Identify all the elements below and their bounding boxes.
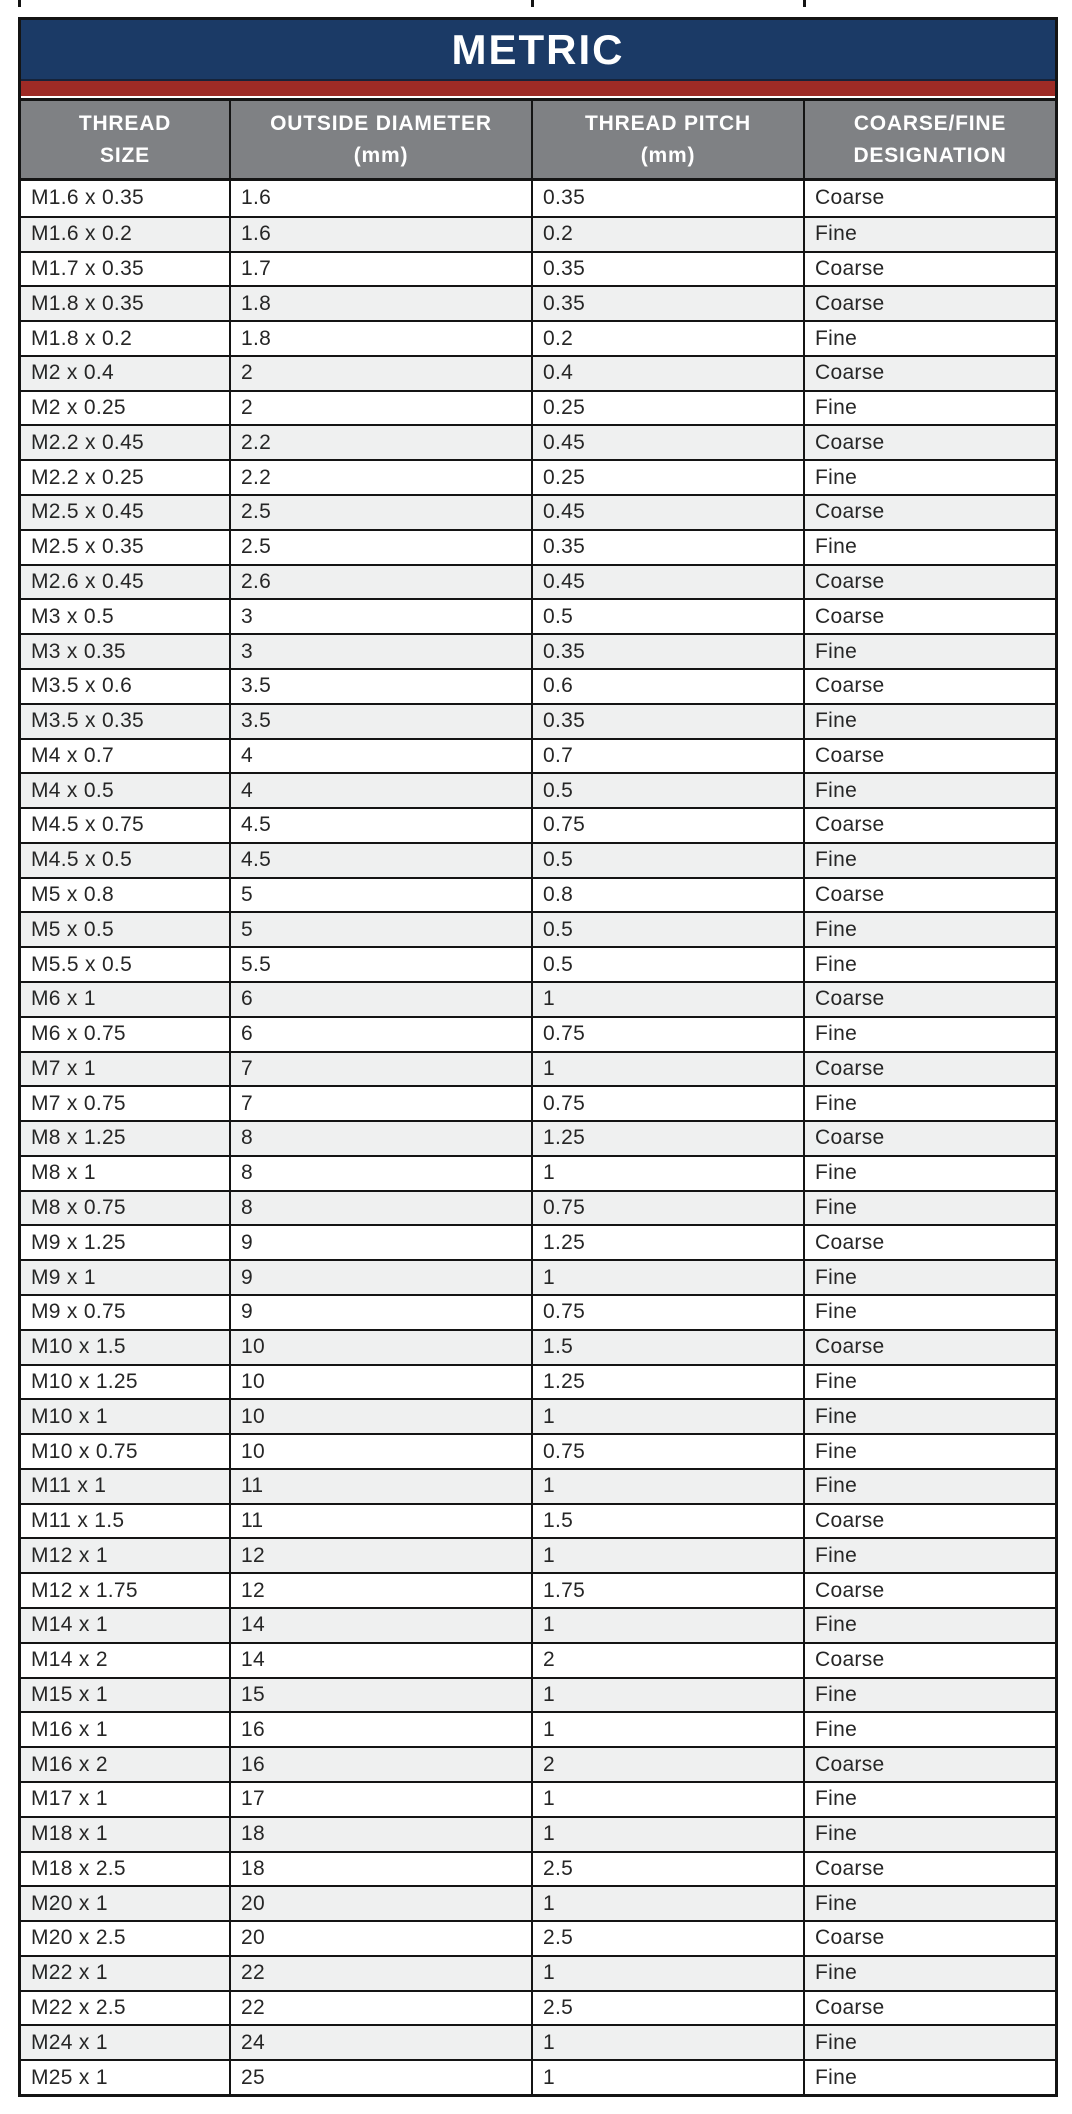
thread-size-cell: M1.7 x 0.35: [31, 256, 145, 280]
designation-cell: Coarse: [803, 1853, 1055, 1886]
thread-size-cell: M12 x 1: [31, 1543, 108, 1567]
outside-diameter-cell: 2.6: [229, 566, 531, 599]
outside-diameter-cell: 10: [229, 1435, 531, 1468]
designation-cell: Coarse: [803, 566, 1055, 599]
outside-diameter-cell: 4.5: [229, 844, 531, 877]
outside-diameter-cell: 12: [229, 1574, 531, 1607]
outside-diameter-cell: 22: [229, 1957, 531, 1990]
thread-pitch-cell: 0.45: [531, 566, 803, 599]
header-coarse-fine-designation: [803, 101, 1055, 178]
outside-diameter-cell: 10: [229, 1366, 531, 1399]
thread-pitch-cell: 0.45: [531, 426, 803, 459]
designation-cell: Coarse: [803, 983, 1055, 1016]
thread-size-cell: M17 x 1: [31, 1787, 108, 1811]
thread-size-cell: M4 x 0.7: [31, 743, 114, 767]
thread-size-cell: M14 x 2: [31, 1648, 108, 1672]
thread-size-cell: M20 x 1: [31, 1891, 108, 1915]
thread-pitch-cell: 0.25: [531, 392, 803, 425]
outside-diameter-cell: 10: [229, 1331, 531, 1364]
thread-pitch-cell: 1: [531, 1157, 803, 1190]
thread-size-cell: M16 x 1: [31, 1717, 108, 1741]
thread-pitch-cell: 1: [531, 983, 803, 1016]
thread-size-cell: M1.6 x 0.2: [31, 222, 133, 246]
designation-cell: Fine: [803, 1296, 1055, 1329]
outside-diameter-cell: 9: [229, 1296, 531, 1329]
thread-size-cell: M10 x 1.5: [31, 1335, 126, 1359]
table-title-banner: [21, 20, 1055, 81]
table-row: [21, 1468, 1055, 1503]
table-row: [21, 529, 1055, 564]
outside-diameter-cell: 9: [229, 1226, 531, 1259]
thread-pitch-cell: 1.25: [531, 1366, 803, 1399]
designation-cell: Fine: [803, 1713, 1055, 1746]
table-row: [21, 1851, 1055, 1886]
designation-cell: Coarse: [803, 253, 1055, 286]
outside-diameter-cell: 2: [229, 392, 531, 425]
thread-pitch-cell: 0.2: [531, 322, 803, 355]
thread-pitch-cell: 1: [531, 1783, 803, 1816]
thread-size-cell: M12 x 1.75: [31, 1578, 138, 1602]
table-row: [21, 1364, 1055, 1399]
outside-diameter-cell: 25: [229, 2061, 531, 2094]
thread-size-cell: M3 x 0.5: [31, 604, 114, 628]
designation-cell: Fine: [803, 1018, 1055, 1051]
thread-pitch-cell: 1: [531, 1609, 803, 1642]
designation-cell: Fine: [803, 2026, 1055, 2059]
thread-size-cell: M8 x 1.25: [31, 1126, 126, 1150]
designation-cell: Coarse: [803, 670, 1055, 703]
table-row: [21, 1155, 1055, 1190]
outside-diameter-cell: 3.5: [229, 705, 531, 738]
thread-pitch-cell: 0.35: [531, 531, 803, 564]
designation-cell: Fine: [803, 322, 1055, 355]
outside-diameter-cell: 18: [229, 1818, 531, 1851]
thread-pitch-cell: 0.35: [531, 705, 803, 738]
header-line: (mm): [353, 143, 409, 167]
outside-diameter-cell: 3: [229, 600, 531, 633]
designation-cell: Fine: [803, 1679, 1055, 1712]
thread-pitch-cell: 0.8: [531, 879, 803, 912]
thread-pitch-cell: 1.5: [531, 1505, 803, 1538]
table-row: [21, 1537, 1055, 1572]
designation-cell: Coarse: [803, 1748, 1055, 1781]
thread-pitch-cell: 1.5: [531, 1331, 803, 1364]
outside-diameter-cell: 12: [229, 1539, 531, 1572]
table-row: [21, 1016, 1055, 1051]
designation-cell: Coarse: [803, 809, 1055, 842]
table-row: [21, 703, 1055, 738]
thread-pitch-cell: 0.5: [531, 774, 803, 807]
designation-cell: Fine: [803, 2061, 1055, 2094]
table-row: [21, 668, 1055, 703]
header-line: (mm): [640, 143, 696, 167]
outside-diameter-cell: 4: [229, 774, 531, 807]
outside-diameter-cell: 3.5: [229, 670, 531, 703]
thread-pitch-cell: 0.45: [531, 496, 803, 529]
thread-pitch-cell: 1: [531, 1818, 803, 1851]
designation-cell: Coarse: [803, 600, 1055, 633]
designation-cell: Fine: [803, 1887, 1055, 1920]
header-line: DESIGNATION: [853, 143, 1007, 167]
outside-diameter-cell: 2.2: [229, 461, 531, 494]
thread-size-cell: M20 x 2.5: [31, 1926, 126, 1950]
designation-cell: Fine: [803, 1087, 1055, 1120]
thread-size-cell: M18 x 1: [31, 1822, 108, 1846]
thread-size-cell: M2.5 x 0.35: [31, 535, 145, 559]
designation-cell: Coarse: [803, 1992, 1055, 2025]
thread-pitch-cell: 0.6: [531, 670, 803, 703]
thread-pitch-cell: 0.35: [531, 287, 803, 320]
outside-diameter-cell: 8: [229, 1192, 531, 1225]
red-accent-bar: [21, 81, 1055, 98]
outside-diameter-cell: 2.5: [229, 531, 531, 564]
table-row: [21, 424, 1055, 459]
table-row: [21, 842, 1055, 877]
designation-cell: Fine: [803, 392, 1055, 425]
thread-pitch-cell: 1.75: [531, 1574, 803, 1607]
table-row: [21, 1224, 1055, 1259]
designation-cell: Fine: [803, 1470, 1055, 1503]
thread-pitch-cell: 2.5: [531, 1992, 803, 2025]
thread-size-cell: M6 x 0.75: [31, 1022, 126, 1046]
designation-cell: Fine: [803, 461, 1055, 494]
table-row: [21, 946, 1055, 981]
outside-diameter-cell: 1.6: [229, 181, 531, 216]
thread-pitch-cell: 0.5: [531, 913, 803, 946]
thread-pitch-cell: 0.75: [531, 1296, 803, 1329]
table-title: METRIC: [451, 25, 625, 73]
outside-diameter-cell: 8: [229, 1122, 531, 1155]
table-row: [21, 1051, 1055, 1086]
designation-cell: Coarse: [803, 1122, 1055, 1155]
table-row: [21, 1607, 1055, 1642]
thread-size-cell: M5 x 0.8: [31, 883, 114, 907]
thread-size-cell: M22 x 1: [31, 1961, 108, 1985]
thread-pitch-cell: 0.35: [531, 181, 803, 216]
table-row: [21, 1259, 1055, 1294]
thread-pitch-cell: 1: [531, 2026, 803, 2059]
thread-size-cell: M10 x 0.75: [31, 1439, 138, 1463]
thread-size-cell: M14 x 1: [31, 1613, 108, 1637]
header-line: COARSE/FINE: [853, 112, 1007, 135]
thread-size-cell: M11 x 1: [31, 1474, 107, 1498]
thread-size-cell: M7 x 0.75: [31, 1091, 126, 1115]
outside-diameter-cell: 8: [229, 1157, 531, 1190]
thread-pitch-cell: 1: [531, 1470, 803, 1503]
crop-artifact-tick: [18, 0, 21, 7]
designation-cell: Fine: [803, 705, 1055, 738]
table-row: [21, 390, 1055, 425]
table-header-row: [21, 98, 1055, 181]
table-row: [21, 1572, 1055, 1607]
thread-size-cell: M4 x 0.5: [31, 778, 114, 802]
thread-pitch-cell: 1: [531, 1053, 803, 1086]
thread-size-cell: M22 x 2.5: [31, 1996, 126, 2020]
thread-size-cell: M2.2 x 0.45: [31, 430, 145, 454]
outside-diameter-cell: 3: [229, 635, 531, 668]
thread-size-cell: M10 x 1.25: [31, 1369, 138, 1393]
outside-diameter-cell: 16: [229, 1713, 531, 1746]
table-row: [21, 564, 1055, 599]
designation-cell: Coarse: [803, 1226, 1055, 1259]
outside-diameter-cell: 5.5: [229, 948, 531, 981]
designation-cell: Fine: [803, 1192, 1055, 1225]
thread-pitch-cell: 1: [531, 1539, 803, 1572]
outside-diameter-cell: 24: [229, 2026, 531, 2059]
table-row: [21, 1746, 1055, 1781]
outside-diameter-cell: 2.5: [229, 496, 531, 529]
thread-size-cell: M8 x 0.75: [31, 1196, 126, 1220]
thread-size-cell: M16 x 2: [31, 1752, 108, 1776]
designation-cell: Fine: [803, 1261, 1055, 1294]
thread-size-cell: M1.6 x 0.35: [31, 186, 145, 210]
thread-pitch-cell: 0.7: [531, 740, 803, 773]
outside-diameter-cell: 10: [229, 1400, 531, 1433]
outside-diameter-cell: 20: [229, 1922, 531, 1955]
thread-size-cell: M1.8 x 0.2: [31, 326, 133, 350]
thread-pitch-cell: 0.75: [531, 1087, 803, 1120]
thread-size-cell: M25 x 1: [31, 2065, 108, 2089]
table-row: [21, 1433, 1055, 1468]
outside-diameter-cell: 5: [229, 879, 531, 912]
table-row: [21, 1329, 1055, 1364]
header-outside-diameter: [229, 101, 531, 178]
crop-artifact-tick: [803, 0, 806, 7]
table-row: [21, 285, 1055, 320]
table-row: [21, 355, 1055, 390]
designation-cell: Fine: [803, 1818, 1055, 1851]
table-row: [21, 877, 1055, 912]
outside-diameter-cell: 11: [229, 1470, 531, 1503]
thread-pitch-cell: 0.5: [531, 844, 803, 877]
thread-pitch-cell: 0.2: [531, 218, 803, 251]
table-row: [21, 1503, 1055, 1538]
table-row: [21, 1294, 1055, 1329]
thread-size-cell: M18 x 2.5: [31, 1856, 126, 1880]
table-row: [21, 1190, 1055, 1225]
thread-size-cell: M7 x 1: [31, 1056, 96, 1080]
header-line: SIZE: [100, 143, 150, 167]
table-row: [21, 1955, 1055, 1990]
designation-cell: Fine: [803, 218, 1055, 251]
outside-diameter-cell: 17: [229, 1783, 531, 1816]
thread-size-cell: M15 x 1: [31, 1683, 108, 1706]
thread-pitch-cell: 0.75: [531, 1192, 803, 1225]
outside-diameter-cell: 15: [229, 1679, 531, 1712]
thread-size-cell: M6 x 1: [31, 987, 96, 1011]
designation-cell: Fine: [803, 1957, 1055, 1990]
designation-cell: Coarse: [803, 181, 1055, 216]
designation-cell: Coarse: [803, 740, 1055, 773]
table-row: [21, 216, 1055, 251]
outside-diameter-cell: 1.8: [229, 287, 531, 320]
table-row: [21, 2024, 1055, 2059]
table-row: [21, 1885, 1055, 1920]
table-row: [21, 1642, 1055, 1677]
thread-size-cell: M4.5 x 0.75: [31, 813, 145, 837]
thread-pitch-cell: 0.35: [531, 253, 803, 286]
table-body: [21, 181, 1055, 2094]
thread-pitch-cell: 1: [531, 1261, 803, 1294]
thread-pitch-cell: 0.25: [531, 461, 803, 494]
outside-diameter-cell: 6: [229, 983, 531, 1016]
designation-cell: Coarse: [803, 1505, 1055, 1538]
thread-size-cell: M10 x 1: [31, 1404, 108, 1428]
thread-pitch-cell: 1: [531, 2061, 803, 2094]
thread-size-cell: M2.5 x 0.45: [31, 500, 145, 524]
thread-pitch-cell: 1: [531, 1957, 803, 1990]
outside-diameter-cell: 18: [229, 1853, 531, 1886]
designation-cell: Coarse: [803, 1053, 1055, 1086]
outside-diameter-cell: 9: [229, 1261, 531, 1294]
table-row: [21, 2059, 1055, 2094]
outside-diameter-cell: 14: [229, 1609, 531, 1642]
designation-cell: Fine: [803, 635, 1055, 668]
table-row: [21, 772, 1055, 807]
designation-cell: Fine: [803, 913, 1055, 946]
thread-pitch-cell: 1: [531, 1679, 803, 1712]
thread-pitch-cell: 1: [531, 1400, 803, 1433]
table-row: [21, 1816, 1055, 1851]
designation-cell: Fine: [803, 844, 1055, 877]
thread-size-cell: M5 x 0.5: [31, 917, 114, 941]
designation-cell: Coarse: [803, 426, 1055, 459]
outside-diameter-cell: 7: [229, 1087, 531, 1120]
thread-size-cell: M2 x 0.4: [31, 361, 114, 385]
table-row: [21, 1120, 1055, 1155]
thread-size-cell: M9 x 1: [31, 1265, 96, 1289]
outside-diameter-cell: 5: [229, 913, 531, 946]
thread-size-cell: M11 x 1.5: [31, 1509, 125, 1533]
header-thread-pitch: [531, 101, 803, 178]
thread-size-cell: M1.8 x 0.35: [31, 291, 145, 315]
thread-size-cell: M2 x 0.25: [31, 396, 126, 420]
thread-pitch-cell: 1.25: [531, 1122, 803, 1155]
outside-diameter-cell: 14: [229, 1644, 531, 1677]
table-row: [21, 494, 1055, 529]
outside-diameter-cell: 1.8: [229, 322, 531, 355]
thread-size-cell: M9 x 0.75: [31, 1300, 126, 1324]
table-row: [21, 1398, 1055, 1433]
thread-pitch-cell: 1: [531, 1713, 803, 1746]
designation-cell: Coarse: [803, 879, 1055, 912]
header-thread-size: [21, 101, 229, 178]
outside-diameter-cell: 4: [229, 740, 531, 773]
thread-pitch-cell: 0.75: [531, 1018, 803, 1051]
table-row: [21, 1781, 1055, 1816]
thread-pitch-cell: 0.35: [531, 635, 803, 668]
thread-pitch-cell: 0.4: [531, 357, 803, 390]
designation-cell: Fine: [803, 948, 1055, 981]
designation-cell: Fine: [803, 531, 1055, 564]
table-row: [21, 598, 1055, 633]
thread-size-cell: M2.2 x 0.25: [31, 465, 145, 489]
thread-size-cell: M9 x 1.25: [31, 1230, 126, 1254]
thread-size-cell: M2.6 x 0.45: [31, 569, 145, 593]
outside-diameter-cell: 1.7: [229, 253, 531, 286]
designation-cell: Fine: [803, 1783, 1055, 1816]
thread-pitch-cell: 0.75: [531, 809, 803, 842]
header-line: THREAD: [78, 112, 172, 135]
outside-diameter-cell: 22: [229, 1992, 531, 2025]
metric-thread-table: [18, 17, 1058, 2097]
designation-cell: Fine: [803, 1157, 1055, 1190]
thread-size-cell: M8 x 1: [31, 1161, 96, 1185]
outside-diameter-cell: 20: [229, 1887, 531, 1920]
table-row: [21, 251, 1055, 286]
designation-cell: Coarse: [803, 1922, 1055, 1955]
thread-pitch-cell: 2.5: [531, 1922, 803, 1955]
designation-cell: Coarse: [803, 496, 1055, 529]
thread-pitch-cell: 1: [531, 1887, 803, 1920]
outside-diameter-cell: 6: [229, 1018, 531, 1051]
designation-cell: Fine: [803, 1400, 1055, 1433]
outside-diameter-cell: 1.6: [229, 218, 531, 251]
designation-cell: Fine: [803, 1609, 1055, 1642]
table-row: [21, 981, 1055, 1016]
table-row: [21, 633, 1055, 668]
thread-size-cell: M24 x 1: [31, 2030, 108, 2054]
header-line: OUTSIDE DIAMETER: [270, 112, 492, 135]
thread-pitch-cell: 1.25: [531, 1226, 803, 1259]
table-row: [21, 911, 1055, 946]
table-row: [21, 1920, 1055, 1955]
table-row: [21, 1085, 1055, 1120]
thread-size-cell: M4.5 x 0.5: [31, 848, 133, 872]
outside-diameter-cell: 2: [229, 357, 531, 390]
designation-cell: Coarse: [803, 287, 1055, 320]
table-row: [21, 1677, 1055, 1712]
outside-diameter-cell: 4.5: [229, 809, 531, 842]
thread-pitch-cell: 2: [531, 1644, 803, 1677]
designation-cell: Coarse: [803, 1574, 1055, 1607]
designation-cell: Fine: [803, 1366, 1055, 1399]
thread-pitch-cell: 2.5: [531, 1853, 803, 1886]
outside-diameter-cell: 11: [229, 1505, 531, 1538]
table-row: [21, 320, 1055, 355]
designation-cell: Fine: [803, 1539, 1055, 1572]
thread-size-cell: M3 x 0.35: [31, 639, 126, 663]
thread-size-cell: M3.5 x 0.6: [31, 674, 133, 698]
thread-size-cell: M3.5 x 0.35: [31, 709, 145, 733]
table-row: [21, 807, 1055, 842]
table-row: [21, 1711, 1055, 1746]
table-row: [21, 459, 1055, 494]
crop-artifact-tick: [531, 0, 534, 7]
thread-size-cell: M5.5 x 0.5: [31, 952, 133, 976]
outside-diameter-cell: 2.2: [229, 426, 531, 459]
designation-cell: Fine: [803, 1435, 1055, 1468]
designation-cell: Coarse: [803, 357, 1055, 390]
designation-cell: Coarse: [803, 1644, 1055, 1677]
designation-cell: Coarse: [803, 1331, 1055, 1364]
table-row: [21, 1990, 1055, 2025]
thread-pitch-cell: 2: [531, 1748, 803, 1781]
designation-cell: Fine: [803, 774, 1055, 807]
table-row: [21, 181, 1055, 216]
outside-diameter-cell: 16: [229, 1748, 531, 1781]
thread-pitch-cell: 0.75: [531, 1435, 803, 1468]
outside-diameter-cell: 7: [229, 1053, 531, 1086]
header-line: THREAD PITCH: [585, 112, 751, 135]
table-row: [21, 738, 1055, 773]
thread-pitch-cell: 0.5: [531, 948, 803, 981]
thread-pitch-cell: 0.5: [531, 600, 803, 633]
